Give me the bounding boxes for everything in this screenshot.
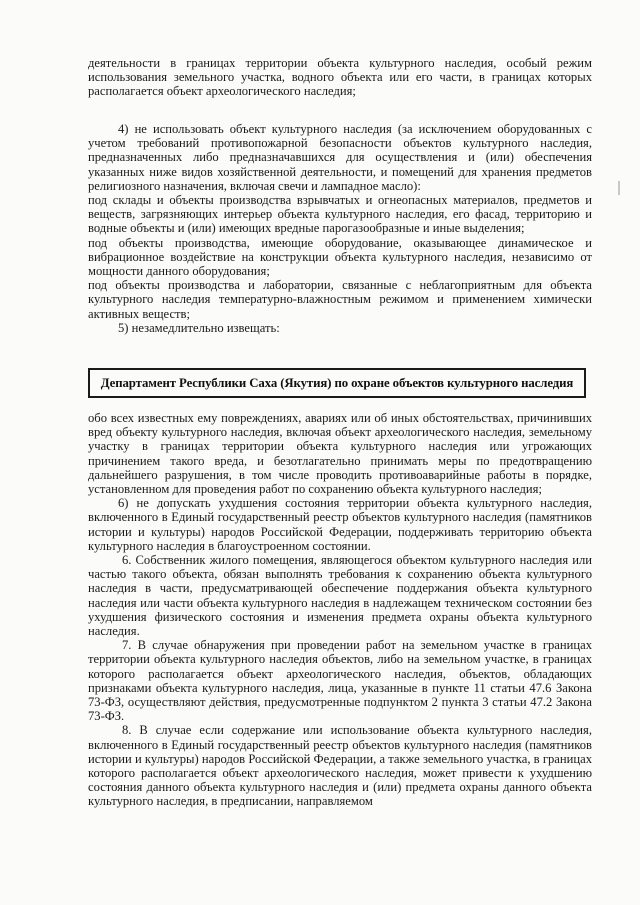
item-4-section	[88, 122, 592, 335]
item-4-clause-production: под объекты производства, имеющие оборудование, оказывающее динамическое и вибрационное воздействие на конструкции объекта культурного наследия, независимо от мощности данного оборудования;	[88, 235, 592, 279]
item-4-clause-warehouses: под склады и объекты производства взрывчатых и огнеопасных материалов, предметов и веществ, загрязняющих интерьер объекта культурного наследия, его фасад, территорию и водные объекты и (или) имеющих вредные парогазообразные и иные выделения;	[88, 193, 592, 236]
paragraph-7: 7. В случае обнаружения при проведении работ на земельном участке в границах территории объекта культурного наследия объектов, либо на земельном участке, в границах которого располагается объект археологического наследия, объектов, обладающих признаками объекта культурного наследия, лица, указанные в пункте 11 статьи 47.6 Закона 73-ФЗ, осуществляют действия, предусмотренные подпунктом 2 пункта 3 статьи 47.2 Закона 73-ФЗ.	[88, 638, 592, 724]
item-4-clause-laboratories: под объекты производства и лаборатории, связанные с неблагоприятным для объекта культурного наследия температурно-влажностным режимом и применением химически активных веществ;	[88, 278, 592, 321]
top-paragraph: деятельности в границах территории объекта культурного наследия, особый режим использования земельного участка, водного объекта или его части, в границах которых располагается объект археологического наследия;	[88, 56, 592, 99]
item-5-body: обо всех известных ему повреждениях, авариях или об иных обстоятельствах, причинивших вред объекту культурного наследия, включая объект археологического наследия, земельному участку в границах территории объекта культурного наследия или угрожающих причинением такого вреда, и безотлагательно принимать меры по предотвращению дальнейшего разрушения, в том числе проводить противоаварийные работы в порядке, установленном для проведения работ по сохранению объекта культурного наследия;	[88, 411, 592, 497]
lower-section	[88, 411, 592, 809]
paragraph-6: 6. Собственник жилого помещения, являющегося объектом культурного наследия или частью такого объекта, обязан выполнять требования к сохранению объекта культурного наследия в части, предусматривающей обеспечение поддержания объекта культурного наследия или части объекта культурного наследия в надлежащем техническом состоянии без ухудшения физического состояния и изменения предмета охраны объекта культурного наследия.	[88, 553, 592, 639]
department-banner	[88, 368, 586, 398]
item-5-intro: 5) незамедлительно извещать:	[118, 320, 280, 335]
paragraph-8: 8. В случае если содержание или использование объекта культурного наследия, включенного в Единый государственный реестр объектов культурного наследия (памятников истории и культуры) народов Российской Федерации, а также земельного участка, в границах которого располагается объект археологического наследия, может привести к ухудшению состояния данного объекта культурного наследия и (или) предмета охраны данного объекта культурного наследия, в предписании, направляемом	[88, 723, 592, 809]
department-banner-text: Департамент Республики Саха (Якутия) по охране объектов культурного наследия	[100, 375, 574, 390]
scan-margin-mark	[618, 181, 620, 195]
item-6: 6) не допускать ухудшения состояния территории объекта культурного наследия, включенного в Единый государственный реестр объектов культурного наследия (памятников истории и культуры) народов Российской Федерации, поддерживать территорию объекта культурного наследия в благоустроенном состоянии.	[88, 496, 592, 553]
item-4-intro: 4) не использовать объект культурного наследия (за исключением оборудованных с учетом требований противопожарной безопасности объектов культурного наследия, предназначенных либо предназначавшихся для осуществления и (или) обеспечения указанных ниже видов хозяйственной деятельности, и помещений для хранения предметов религиозного назначения, включая свечи и лампадное масло):	[88, 122, 592, 193]
top-section	[88, 56, 592, 99]
